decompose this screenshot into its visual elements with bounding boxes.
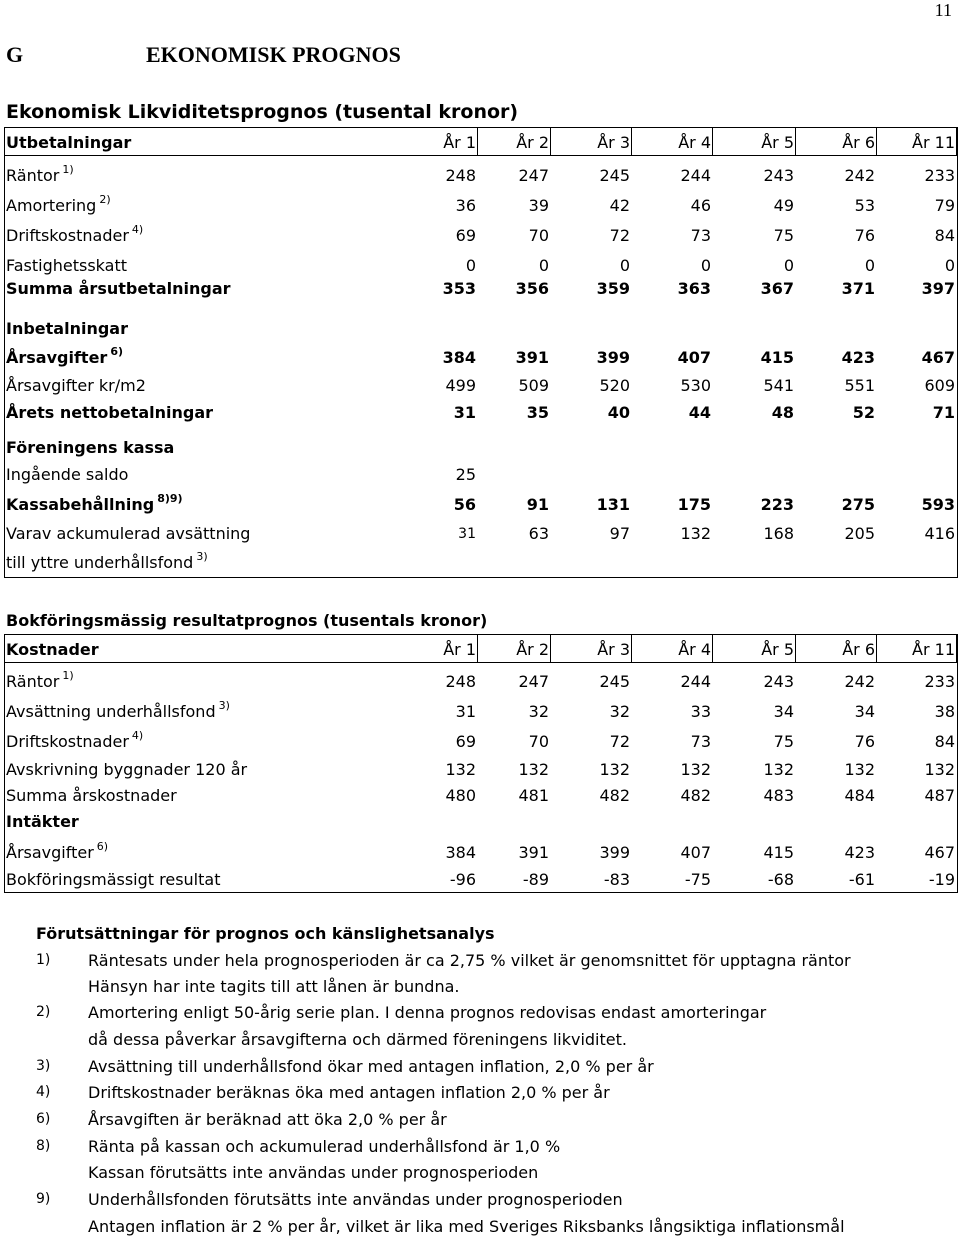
value-cell: 32 [528, 702, 549, 721]
value-cell: 70 [528, 732, 549, 751]
value-cell: 391 [518, 843, 549, 862]
kostnad-row [0, 729, 960, 754]
value-cell: 541 [763, 376, 794, 395]
header-row [0, 640, 960, 662]
footnote-ref: 3) [196, 550, 208, 563]
value-cell: 48 [771, 403, 794, 422]
column-divider [712, 128, 713, 155]
footnote-text: Hänsyn har inte tagits till att lånen är bundna. [88, 977, 460, 996]
value-cell: 69 [455, 226, 476, 245]
value-cell: 397 [921, 279, 955, 298]
value-cell: År 3 [597, 640, 630, 659]
value-cell: 245 [599, 672, 630, 691]
footnote-number: 4) [36, 1084, 51, 1100]
column-divider [631, 128, 632, 155]
value-cell: 243 [763, 166, 794, 185]
value-cell: 247 [518, 166, 549, 185]
row-label: Årsavgifter kr/m2 [6, 376, 146, 395]
value-cell: År 11 [912, 640, 955, 659]
column-divider [876, 635, 877, 662]
value-cell: 84 [934, 732, 955, 751]
row-label: Kostnader [6, 640, 99, 659]
value-cell: 132 [599, 760, 630, 779]
row-label: Summa årsutbetalningar [6, 279, 231, 298]
value-cell: 31 [455, 702, 476, 721]
value-cell: 242 [844, 672, 875, 691]
row-label: Inbetalningar [6, 319, 128, 338]
column-divider [876, 128, 877, 155]
row-label: Föreningens kassa [6, 438, 175, 457]
value-cell: 132 [763, 760, 794, 779]
value-cell: År 2 [516, 640, 549, 659]
value-cell: År 4 [678, 640, 711, 659]
value-cell: 482 [599, 786, 630, 805]
value-cell: 499 [445, 376, 476, 395]
value-cell: År 5 [761, 640, 794, 659]
value-cell: 0 [700, 256, 711, 275]
value-cell: 356 [515, 279, 549, 298]
arsavgifter-kr-row [0, 376, 960, 398]
value-cell: 76 [854, 732, 875, 751]
value-cell: 359 [596, 279, 630, 298]
utbetalning-row [0, 193, 960, 218]
footnote-ref: 6) [96, 840, 109, 853]
value-cell: 73 [690, 732, 711, 751]
value-cell: 49 [773, 196, 794, 215]
value-cell: 363 [677, 279, 711, 298]
footnote-text: då dessa påverkar årsavgifterna och därmed föreningens likviditet. [88, 1030, 627, 1049]
value-cell: 247 [518, 672, 549, 691]
value-cell: 275 [841, 495, 875, 514]
table-left-border [4, 127, 5, 577]
page-number: 11 [934, 0, 952, 20]
kassa-label [0, 438, 960, 460]
section-letter: G [6, 42, 24, 67]
value-cell: 0 [619, 256, 630, 275]
value-cell: År 6 [842, 133, 875, 152]
value-cell: 75 [773, 226, 794, 245]
value-cell: 175 [677, 495, 711, 514]
value-cell: -75 [684, 870, 711, 889]
value-cell: 32 [609, 702, 630, 721]
value-cell: År 3 [597, 133, 630, 152]
value-cell: 384 [442, 348, 476, 367]
footnote-text: Underhållsfonden förutsätts inte användas under prognosperioden [88, 1190, 623, 1209]
value-cell: 132 [445, 760, 476, 779]
utbetalning-row [0, 256, 960, 278]
value-cell: 56 [453, 495, 476, 514]
value-cell: 242 [844, 166, 875, 185]
row-label: Fastighetsskatt [6, 256, 128, 275]
utbetalning-row [0, 163, 960, 188]
arsavgifter-row [0, 840, 960, 865]
table-right-border [957, 634, 958, 892]
column-divider [477, 128, 478, 155]
value-cell: 415 [763, 843, 794, 862]
value-cell: 371 [841, 279, 875, 298]
value-cell: 407 [680, 843, 711, 862]
value-cell: 520 [599, 376, 630, 395]
value-cell: 509 [518, 376, 549, 395]
value-cell: 79 [934, 196, 955, 215]
row-label: till yttre underhållsfond $^{3)}$ [6, 550, 208, 572]
value-cell: År 1 [443, 133, 476, 152]
footnote-number: 2) [36, 1004, 51, 1020]
footnote-number: 8) [36, 1138, 51, 1154]
footnote-ref: 3) [218, 699, 230, 712]
value-cell: 248 [445, 672, 476, 691]
row-label: Kassabehållning $^{8)9)}$ [6, 492, 183, 514]
value-cell: -83 [603, 870, 630, 889]
kostnad-row [0, 760, 960, 782]
kostnad-row [0, 786, 960, 808]
footnote-text: Avsättning till underhållsfond ökar med antagen inflation, 2,0 % per år [88, 1057, 654, 1076]
value-cell: 467 [924, 843, 955, 862]
value-cell: 483 [763, 786, 794, 805]
footnote-text: Årsavgiften är beräknad att öka 2,0 % per år [88, 1110, 447, 1129]
column-divider [795, 128, 796, 155]
value-cell: 480 [445, 786, 476, 805]
row-label: Avsättning underhållsfond $^{3)}$ [6, 699, 230, 721]
bokforing-title: Bokföringsmässig resultatprognos (tusentals kronor) [6, 611, 488, 630]
netto-row [0, 403, 960, 425]
value-cell: 53 [854, 196, 875, 215]
value-cell: -96 [449, 870, 476, 889]
row-label: Årsavgifter $^{6)}$ [6, 840, 109, 862]
summa-row [0, 279, 960, 301]
footnote-text: Driftskostnader beräknas öka med antagen inflation 2,0 % per år [88, 1083, 610, 1102]
likviditet-title: Ekonomisk Likviditetsprognos (tusental kronor) [6, 101, 519, 123]
value-cell: 132 [680, 760, 711, 779]
column-divider [631, 635, 632, 662]
column-divider [550, 128, 551, 155]
value-cell: 244 [680, 166, 711, 185]
value-cell: 593 [921, 495, 955, 514]
row-label: Bokföringsmässigt resultat [6, 870, 221, 889]
value-cell: 0 [538, 256, 549, 275]
value-cell: 223 [760, 495, 794, 514]
value-cell: 484 [844, 786, 875, 805]
column-divider [477, 635, 478, 662]
footnote-text: Antagen inflation är 2 % per år, vilket är lika med Sveriges Riksbanks långsiktiga inflationsmål [88, 1217, 845, 1236]
table-top-border [4, 127, 957, 128]
value-cell: 367 [760, 279, 794, 298]
section-title: EKONOMISK PROGNOS [146, 42, 401, 67]
value-cell: År 4 [678, 133, 711, 152]
value-cell: 72 [609, 226, 630, 245]
value-cell: 0 [465, 256, 476, 275]
varav-row-2 [0, 550, 960, 575]
footnote-ref: 2) [99, 193, 111, 206]
header-row [0, 133, 960, 155]
value-cell: 243 [763, 672, 794, 691]
row-label: Varav ackumulerad avsättning [6, 524, 251, 543]
footnote-ref: 4) [131, 729, 144, 742]
column-divider [550, 635, 551, 662]
value-cell: 84 [934, 226, 955, 245]
value-cell: -68 [767, 870, 794, 889]
column-divider [712, 635, 713, 662]
header-bottom-border [4, 662, 957, 663]
value-cell: 72 [609, 732, 630, 751]
footnote-number: 6) [36, 1111, 51, 1127]
table-left-border [4, 634, 5, 892]
row-label: Årets nettobetalningar [6, 403, 214, 422]
footnote-ref: 1) [62, 669, 74, 682]
value-cell: 75 [773, 732, 794, 751]
value-cell: 38 [934, 702, 955, 721]
value-cell: 482 [680, 786, 711, 805]
row-label: Driftskostnader $^{4)}$ [6, 729, 144, 751]
value-cell: 609 [924, 376, 955, 395]
value-cell: 132 [680, 524, 711, 543]
value-cell: 168 [763, 524, 794, 543]
table-bottom-border [4, 892, 958, 893]
value-cell: 399 [599, 843, 630, 862]
value-cell: 34 [773, 702, 794, 721]
row-label: Amortering $^{2)}$ [6, 193, 111, 215]
value-cell: 384 [445, 843, 476, 862]
value-cell: 69 [455, 732, 476, 751]
value-cell: 73 [690, 226, 711, 245]
kostnad-row [0, 699, 960, 724]
table-bottom-border [4, 577, 958, 578]
value-cell: -61 [848, 870, 875, 889]
value-cell: -19 [928, 870, 955, 889]
row-label: Ingående saldo [6, 465, 129, 484]
value-cell: 0 [944, 256, 955, 275]
value-cell: 245 [599, 166, 630, 185]
row-label: Räntor $^{1)}$ [6, 163, 74, 185]
value-cell: År 1 [443, 640, 476, 659]
footnote-ref: 4) [131, 223, 144, 236]
footnote-text: Kassan förutsätts inte användas under prognosperioden [88, 1163, 539, 1182]
value-cell: 40 [607, 403, 630, 422]
value-cell: 46 [690, 196, 711, 215]
table-right-border [957, 127, 958, 577]
value-cell: 391 [515, 348, 549, 367]
row-label: Driftskostnader $^{4)}$ [6, 223, 144, 245]
footnote-text: Ränta på kassan och ackumulerad underhållsfond är 1,0 % [88, 1137, 561, 1156]
arsavgifter-row [0, 345, 960, 370]
footnote-ref: 6) [110, 345, 123, 358]
row-label: Utbetalningar [6, 133, 132, 152]
value-cell: 35 [526, 403, 549, 422]
row-label: Intäkter [6, 812, 79, 831]
value-cell: 70 [528, 226, 549, 245]
value-cell: 34 [854, 702, 875, 721]
value-cell: 36 [455, 196, 476, 215]
header-bottom-border [4, 155, 957, 156]
value-cell: 63 [528, 524, 549, 543]
value-cell: 233 [924, 672, 955, 691]
value-cell: 233 [924, 166, 955, 185]
value-cell: 25 [455, 465, 476, 484]
value-cell: 423 [841, 348, 875, 367]
utbetalning-row [0, 223, 960, 248]
value-cell: 353 [442, 279, 476, 298]
notes-title: Förutsättningar för prognos och känslighetsanalys [36, 924, 495, 943]
value-cell: 407 [677, 348, 711, 367]
value-cell: 0 [783, 256, 794, 275]
value-cell: 33 [690, 702, 711, 721]
value-cell: 31 [453, 403, 476, 422]
value-cell: 467 [921, 348, 955, 367]
footnote-text: Amortering enligt 50-årig serie plan. I denna prognos redovisas endast amorteringar [88, 1003, 767, 1022]
ingaende-row [0, 465, 960, 487]
value-cell: 423 [844, 843, 875, 862]
value-cell: 487 [924, 786, 955, 805]
value-cell: 244 [680, 672, 711, 691]
footnote-ref: 8)9) [157, 492, 183, 505]
value-cell: -89 [522, 870, 549, 889]
row-label: Summa årskostnader [6, 786, 177, 805]
footnote-number: 3) [36, 1058, 51, 1074]
value-cell: 530 [680, 376, 711, 395]
value-cell: År 6 [842, 640, 875, 659]
row-label: Årsavgifter $^{6)}$ [6, 345, 123, 367]
footnote-ref: 1) [62, 163, 74, 176]
value-cell: 132 [924, 760, 955, 779]
footnote-number: 9) [36, 1191, 51, 1207]
value-cell: 71 [932, 403, 955, 422]
value-cell: 42 [609, 196, 630, 215]
varav-row [0, 524, 960, 546]
row-label: Räntor $^{1)}$ [6, 669, 74, 691]
value-cell: 0 [864, 256, 875, 275]
value-cell: 481 [518, 786, 549, 805]
value-cell: 551 [844, 376, 875, 395]
table-top-border [4, 634, 957, 635]
column-divider [795, 635, 796, 662]
value-cell: 76 [854, 226, 875, 245]
value-cell: 132 [844, 760, 875, 779]
value-cell: 205 [844, 524, 875, 543]
value-cell: 44 [688, 403, 711, 422]
value-cell: 91 [526, 495, 549, 514]
value-cell: 248 [445, 166, 476, 185]
intakter-label [0, 812, 960, 834]
row-label: Avskrivning byggnader 120 år [6, 760, 248, 779]
value-cell: 132 [518, 760, 549, 779]
value-cell: 97 [609, 524, 630, 543]
value-cell: 31 [458, 526, 476, 542]
footnote-text: Räntesats under hela prognosperioden är ca 2,75 % vilket är genomsnittet för upptagna räntor [88, 951, 851, 970]
value-cell: 52 [852, 403, 875, 422]
value-cell: År 2 [516, 133, 549, 152]
resultat-row [0, 870, 960, 892]
value-cell: År 5 [761, 133, 794, 152]
value-cell: 39 [528, 196, 549, 215]
value-cell: 399 [596, 348, 630, 367]
value-cell: År 11 [912, 133, 955, 152]
inbetalningar-label [0, 319, 960, 341]
value-cell: 131 [596, 495, 630, 514]
footnote-number: 1) [36, 952, 51, 968]
kassabehallning-row [0, 492, 960, 517]
value-cell: 415 [760, 348, 794, 367]
value-cell: 416 [924, 524, 955, 543]
kostnad-row [0, 669, 960, 694]
